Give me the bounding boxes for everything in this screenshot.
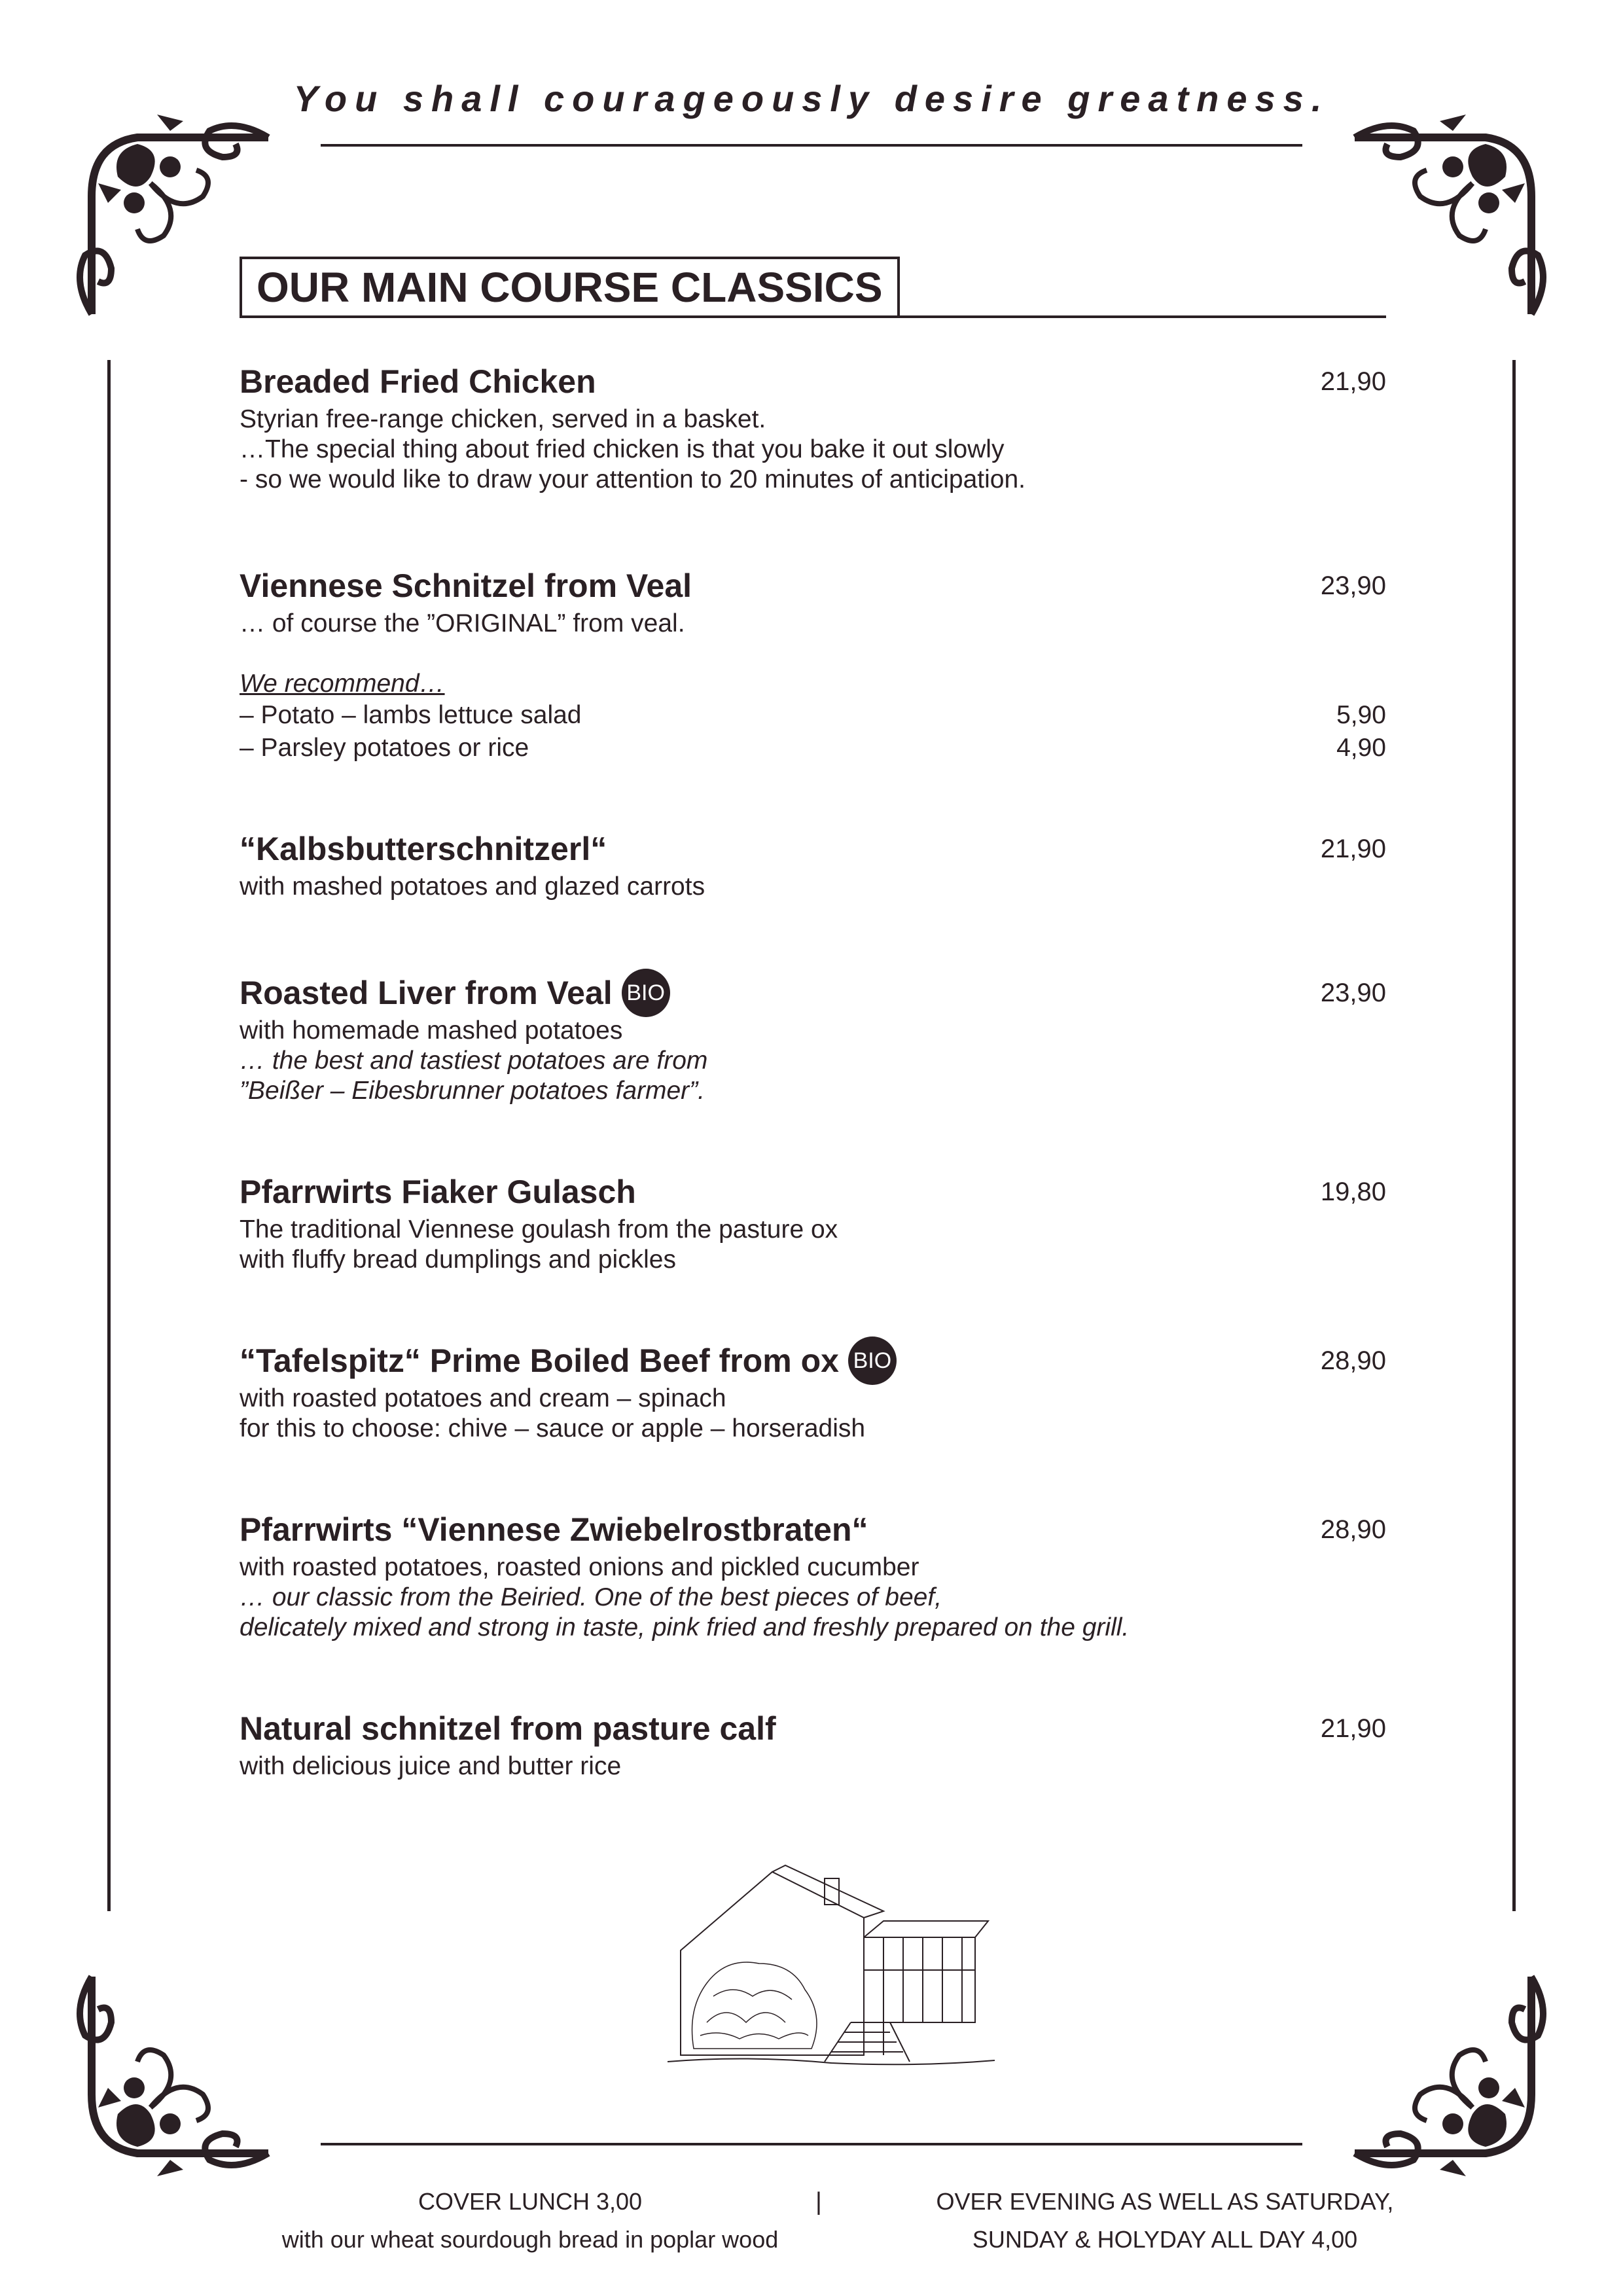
dish-name: Roasted Liver from Veal xyxy=(240,975,613,1011)
menu-item xyxy=(240,970,1386,1106)
section-title-underline xyxy=(240,315,1386,318)
dish-description: with roasted potatoes and cream – spinach xyxy=(240,1384,726,1412)
footer-cover-evening-line1: OVER EVENING AS WELL AS SATURDAY, xyxy=(936,2188,1394,2215)
bio-badge: BIO xyxy=(622,969,670,1017)
footer-cover-evening-line2: SUNDAY & HOLYDAY ALL DAY 4,00 xyxy=(972,2226,1358,2253)
top-right-floral-corner-icon xyxy=(1335,105,1551,321)
footer-separator: | xyxy=(815,2188,822,2215)
side-option-label: – Potato – lambs lettuce salad xyxy=(240,701,582,729)
dish-name-row xyxy=(240,1336,897,1385)
footer-cover-lunch xyxy=(249,2183,812,2259)
dish-description: The traditional Viennese goulash from the pasture ox xyxy=(240,1215,838,1244)
dish-description: for this to choose: chive – sauce or apple – horseradish xyxy=(240,1414,866,1443)
dish-description: with mashed potatoes and glazed carrots xyxy=(240,872,705,901)
footer-cover-lunch-note: with our wheat sourdough bread in poplar wood xyxy=(281,2226,779,2253)
dish-description: …The special thing about fried chicken is that you bake it out slowly xyxy=(240,435,1005,463)
dish-description: with fluffy bread dumplings and pickles xyxy=(240,1246,676,1274)
top-rule xyxy=(321,144,1302,147)
footer-cover-evening xyxy=(883,2183,1446,2259)
dish-description: with roasted potatoes, roasted onions and pickled cucumber xyxy=(240,1553,919,1581)
side-option-price: 5,90 xyxy=(1336,701,1386,729)
dish-name: Natural schnitzel from pasture calf xyxy=(240,1710,776,1747)
dish-note: … the best and tastiest potatoes are from xyxy=(240,1047,708,1075)
dish-price: 21,90 xyxy=(1320,367,1386,396)
dish-name: Pfarrwirts “Viennese Zwiebelrostbraten“ xyxy=(240,1511,868,1548)
bottom-left-floral-corner-icon xyxy=(72,1970,288,2186)
dish-price: 23,90 xyxy=(1320,978,1386,1007)
building-sketch-icon xyxy=(668,1859,995,2075)
dish-name: Pfarrwirts Fiaker Gulasch xyxy=(240,1174,636,1210)
dish-description: with homemade mashed potatoes xyxy=(240,1016,623,1045)
side-option-label: – Parsley potatoes or rice xyxy=(240,734,529,762)
menu-item xyxy=(240,1338,1386,1444)
side-option-price: 4,90 xyxy=(1336,734,1386,762)
section-title: OUR MAIN COURSE CLASSICS xyxy=(240,257,900,318)
menu-item xyxy=(240,359,1386,495)
dish-name-row xyxy=(240,969,670,1017)
menu-item xyxy=(240,826,1386,902)
bio-badge: BIO xyxy=(848,1336,897,1385)
dish-price: 21,90 xyxy=(1320,834,1386,863)
menu-list xyxy=(240,359,1386,1782)
dish-price: 19,80 xyxy=(1320,1177,1386,1206)
dish-price: 23,90 xyxy=(1320,571,1386,600)
menu-item xyxy=(240,1507,1386,1643)
dish-price: 21,90 xyxy=(1320,1713,1386,1743)
dish-description: with delicious juice and butter rice xyxy=(240,1752,622,1780)
right-border-line xyxy=(1512,360,1516,1911)
dish-price: 28,90 xyxy=(1320,1346,1386,1375)
page-motto: You shall courageously desire greatness. xyxy=(293,78,1330,119)
dish-name: “Tafelspitz“ Prime Boiled Beef from ox xyxy=(240,1342,839,1379)
dish-price: 28,90 xyxy=(1320,1515,1386,1544)
dish-name: “Kalbsbutterschnitzerl“ xyxy=(240,831,607,867)
dish-note: … our classic from the Beiried. One of the best pieces of beef, xyxy=(240,1583,942,1611)
dish-note: ”Beißer – Eibesbrunner potatoes farmer”. xyxy=(240,1077,705,1105)
dish-description: - so we would like to draw your attention to 20 minutes of anticipation. xyxy=(240,465,1026,493)
bottom-rule xyxy=(321,2143,1302,2145)
dish-description: Styrian free-range chicken, served in a basket. xyxy=(240,405,766,433)
dish-description: … of course the ”ORIGINAL” from veal. xyxy=(240,609,685,637)
side-option xyxy=(240,699,1386,732)
menu-item xyxy=(240,563,1386,764)
footer-cover-lunch-price: COVER LUNCH 3,00 xyxy=(418,2188,643,2215)
recommend-title: We recommend… xyxy=(240,670,445,698)
left-border-line xyxy=(107,360,111,1911)
side-option xyxy=(240,732,1386,764)
dish-note: delicately mixed and strong in taste, pink fried and freshly prepared on the grill. xyxy=(240,1613,1130,1641)
menu-item xyxy=(240,1706,1386,1782)
menu-item xyxy=(240,1169,1386,1275)
dish-name: Breaded Fried Chicken xyxy=(240,363,596,400)
dish-name: Viennese Schnitzel from Veal xyxy=(240,567,692,604)
bottom-right-floral-corner-icon xyxy=(1335,1970,1551,2186)
